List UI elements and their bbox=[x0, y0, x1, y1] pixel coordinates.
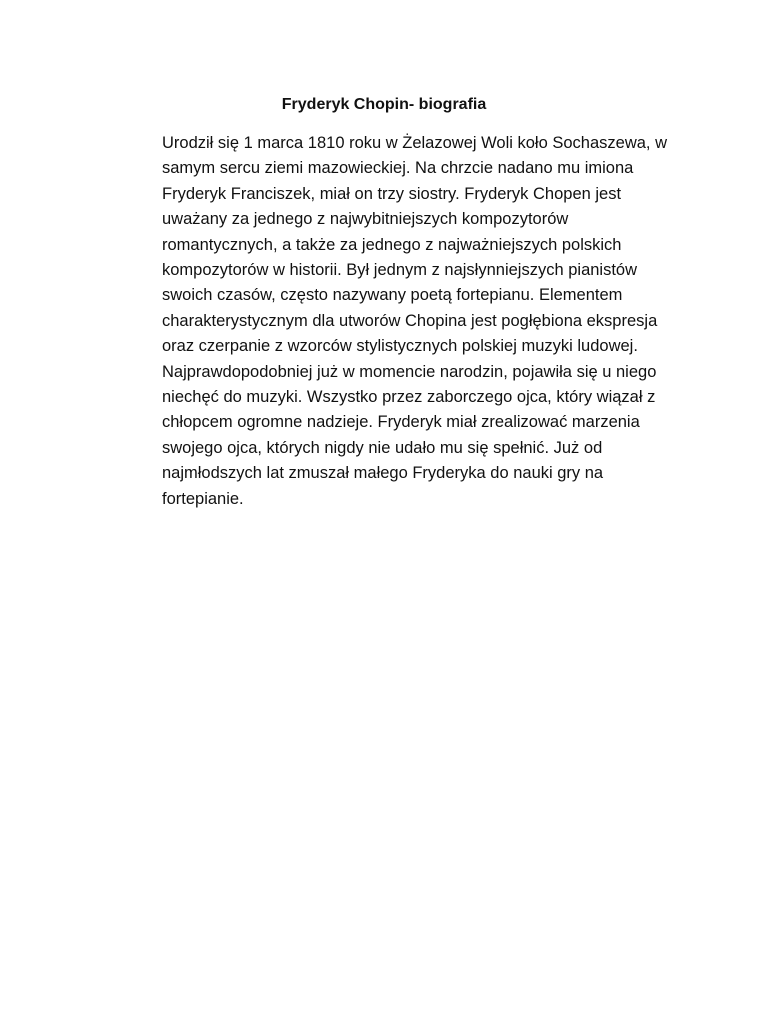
body-line: swojego ojca, których nigdy nie udało mu się spełnić. Już od bbox=[162, 438, 603, 457]
body-line: najmłodszych lat zmuszał małego Fryderyka do nauki gry na bbox=[162, 464, 604, 483]
body-line: chłopcem ogromne nadzieje. Fryderyk miał zrealizować marzenia bbox=[162, 413, 640, 432]
body-line: Urodził się 1 marca 1810 roku w Żelazowej Woli koło Sochaszewa, w bbox=[162, 134, 667, 152]
body-line: kompozytorów w historii. Był jednym z najsłynniejszych pianistów bbox=[162, 261, 638, 280]
body-line: uważany za jednego z najwybitniejszych kompozytorów bbox=[162, 210, 569, 229]
body-line: fortepianie. bbox=[162, 489, 244, 508]
body-line: Najprawdopodobniej już w momencie narodzin, pojawiła się u niego bbox=[162, 362, 657, 381]
body-line: swoich czasów, często nazywany poetą fortepianu. Elementem bbox=[162, 286, 623, 305]
body-line: Fryderyk Franciszek, miał on trzy siostry. Fryderyk Chopen jest bbox=[162, 184, 622, 203]
body-line: charakterystycznym dla utworów Chopina jest pogłębiona ekspresja bbox=[162, 311, 658, 330]
body-line: samym sercu ziemi mazowieckiej. Na chrzcie nadano mu imiona bbox=[162, 159, 634, 178]
body-line: niechęć do muzyki. Wszystko przez zaborczego ojca, który wiązał z bbox=[162, 388, 656, 407]
body-line: romantycznych, a także za jednego z najważniejszych polskich bbox=[162, 235, 622, 254]
document-body bbox=[162, 131, 667, 512]
body-line: oraz czerpanie z wzorców stylistycznych polskiej muzyki ludowej. bbox=[162, 337, 638, 356]
document-title: Fryderyk Chopin- biografia bbox=[281, 96, 487, 113]
